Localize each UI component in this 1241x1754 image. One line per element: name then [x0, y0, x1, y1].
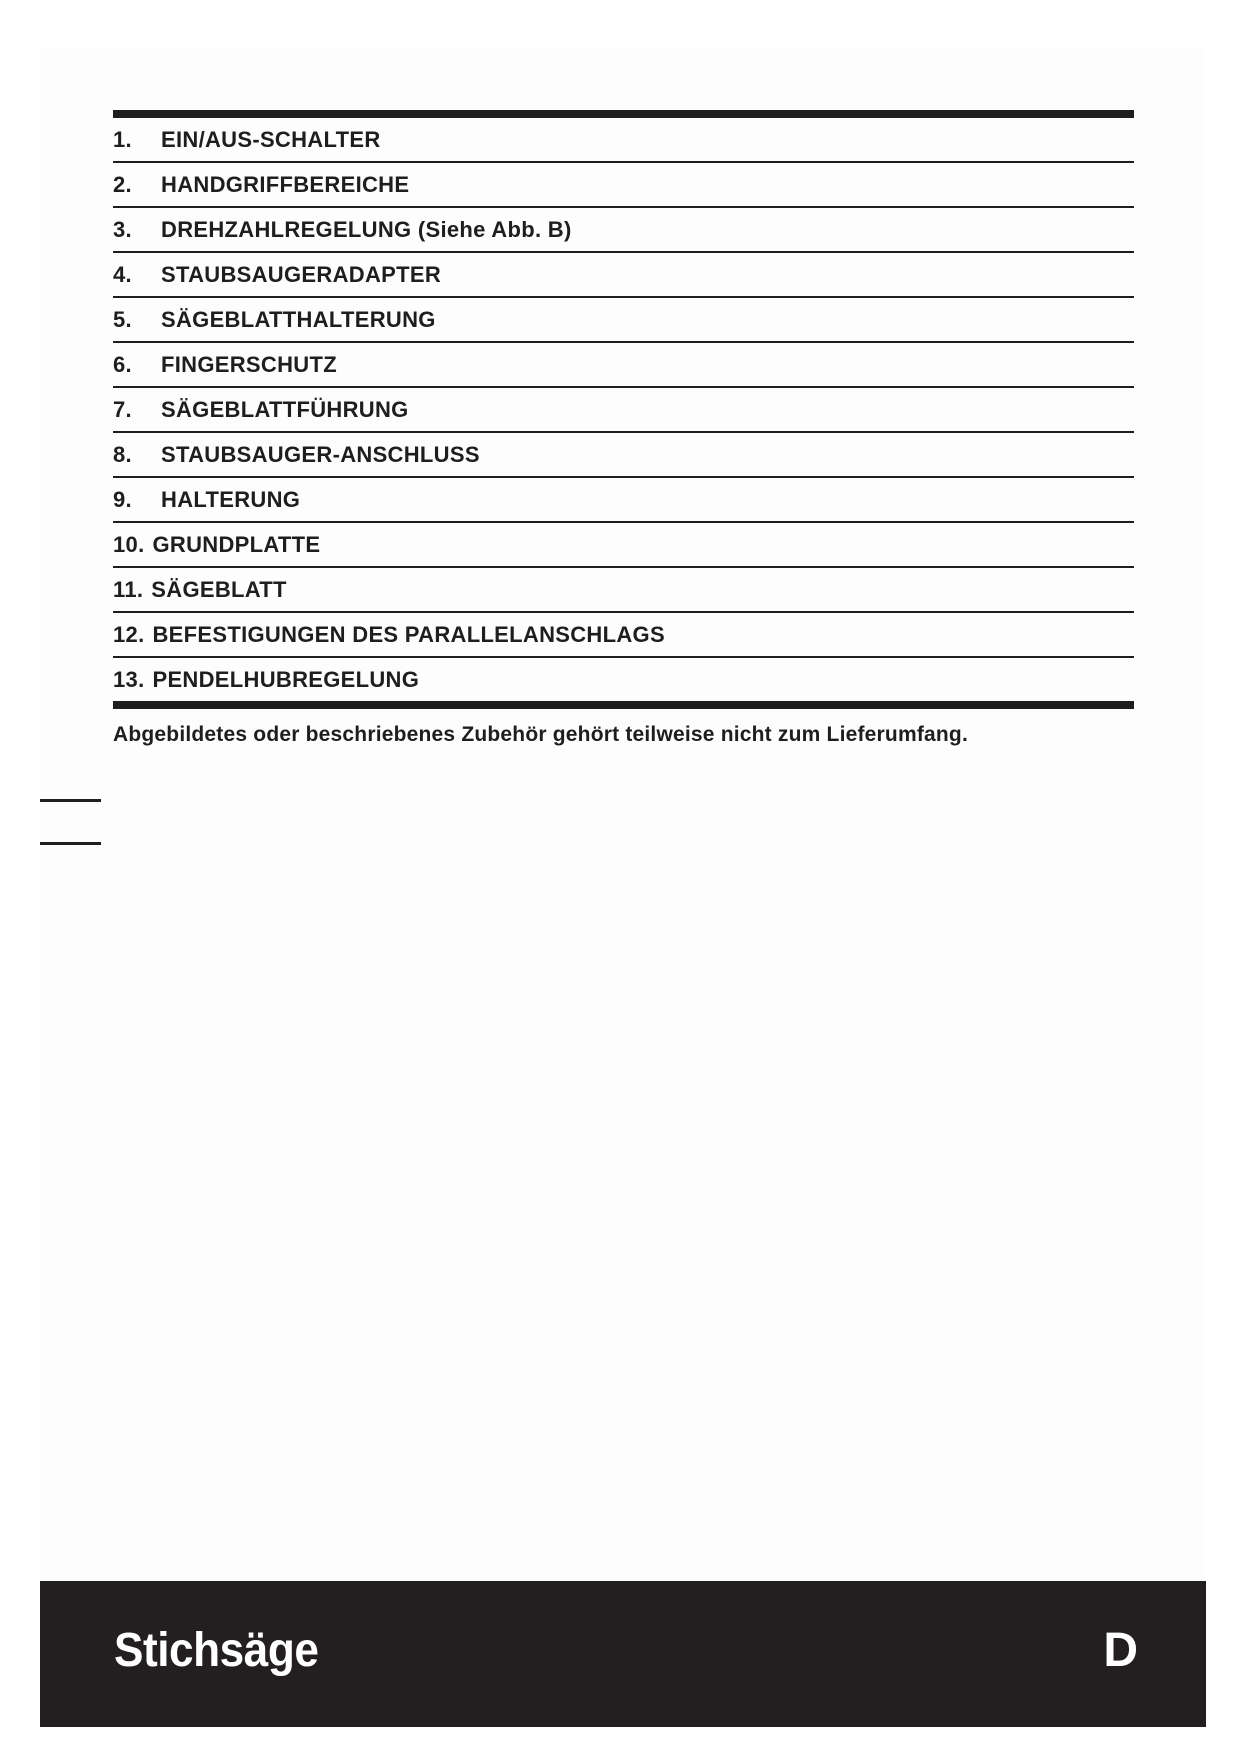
product-title: Stichsäge [114, 1624, 319, 1677]
part-label: FINGERSCHUTZ [161, 351, 337, 377]
language-code: D [1103, 1624, 1138, 1677]
part-item-2 [113, 163, 1134, 208]
part-item-1 [113, 118, 1134, 163]
part-number: 5. [113, 306, 132, 332]
part-label: HALTERUNG [161, 486, 301, 512]
part-item-10 [113, 523, 1134, 568]
part-number: 6. [113, 351, 132, 377]
part-label: SÄGEBLATT [151, 576, 287, 602]
part-label: HANDGRIFFBEREICHE [161, 171, 410, 197]
part-label: SÄGEBLATTHALTERUNG [161, 306, 436, 332]
part-number: 7. [113, 396, 132, 422]
bottom-rule [113, 701, 1134, 709]
parts-list [113, 110, 1134, 747]
part-number: 12. [113, 621, 145, 647]
part-item-6 [113, 343, 1134, 388]
part-item-4 [113, 253, 1134, 298]
part-label: SÄGEBLATTFÜHRUNG [161, 396, 409, 422]
top-rule [113, 110, 1134, 118]
part-number: 11. [113, 576, 144, 602]
part-item-13 [113, 658, 1134, 701]
part-label: STAUBSAUGERADAPTER [161, 261, 442, 287]
part-number: 4. [113, 261, 132, 287]
part-label: EIN/AUS-SCHALTER [161, 126, 381, 152]
part-number: 3. [113, 216, 132, 242]
part-item-9 [113, 478, 1134, 523]
footer-bar [40, 1581, 1206, 1727]
part-item-5 [113, 298, 1134, 343]
part-label: PENDELHUBREGELUNG [152, 666, 420, 692]
part-label: BEFESTIGUNGEN DES PARALLELANSCHLAGS [152, 621, 665, 647]
part-number: 8. [113, 441, 132, 467]
part-label: DREHZAHLREGELUNG (Siehe Abb. B) [161, 216, 572, 242]
part-number: 9. [113, 486, 132, 512]
part-item-12 [113, 613, 1134, 658]
accessory-footnote: Abgebildetes oder beschriebenes Zubehör gehört teilweise nicht zum Lieferumfang. [113, 723, 968, 746]
part-number: 10. [113, 531, 145, 557]
part-item-11 [113, 568, 1134, 613]
margin-mark-lower [40, 842, 101, 845]
part-item-3 [113, 208, 1134, 253]
margin-mark-upper [40, 799, 101, 802]
part-item-8 [113, 433, 1134, 478]
part-item-7 [113, 388, 1134, 433]
part-number: 2. [113, 171, 132, 197]
part-label: GRUNDPLATTE [152, 531, 321, 557]
part-number: 1. [113, 126, 132, 152]
part-number: 13. [113, 666, 145, 692]
part-label: STAUBSAUGER-ANSCHLUSS [161, 441, 480, 467]
